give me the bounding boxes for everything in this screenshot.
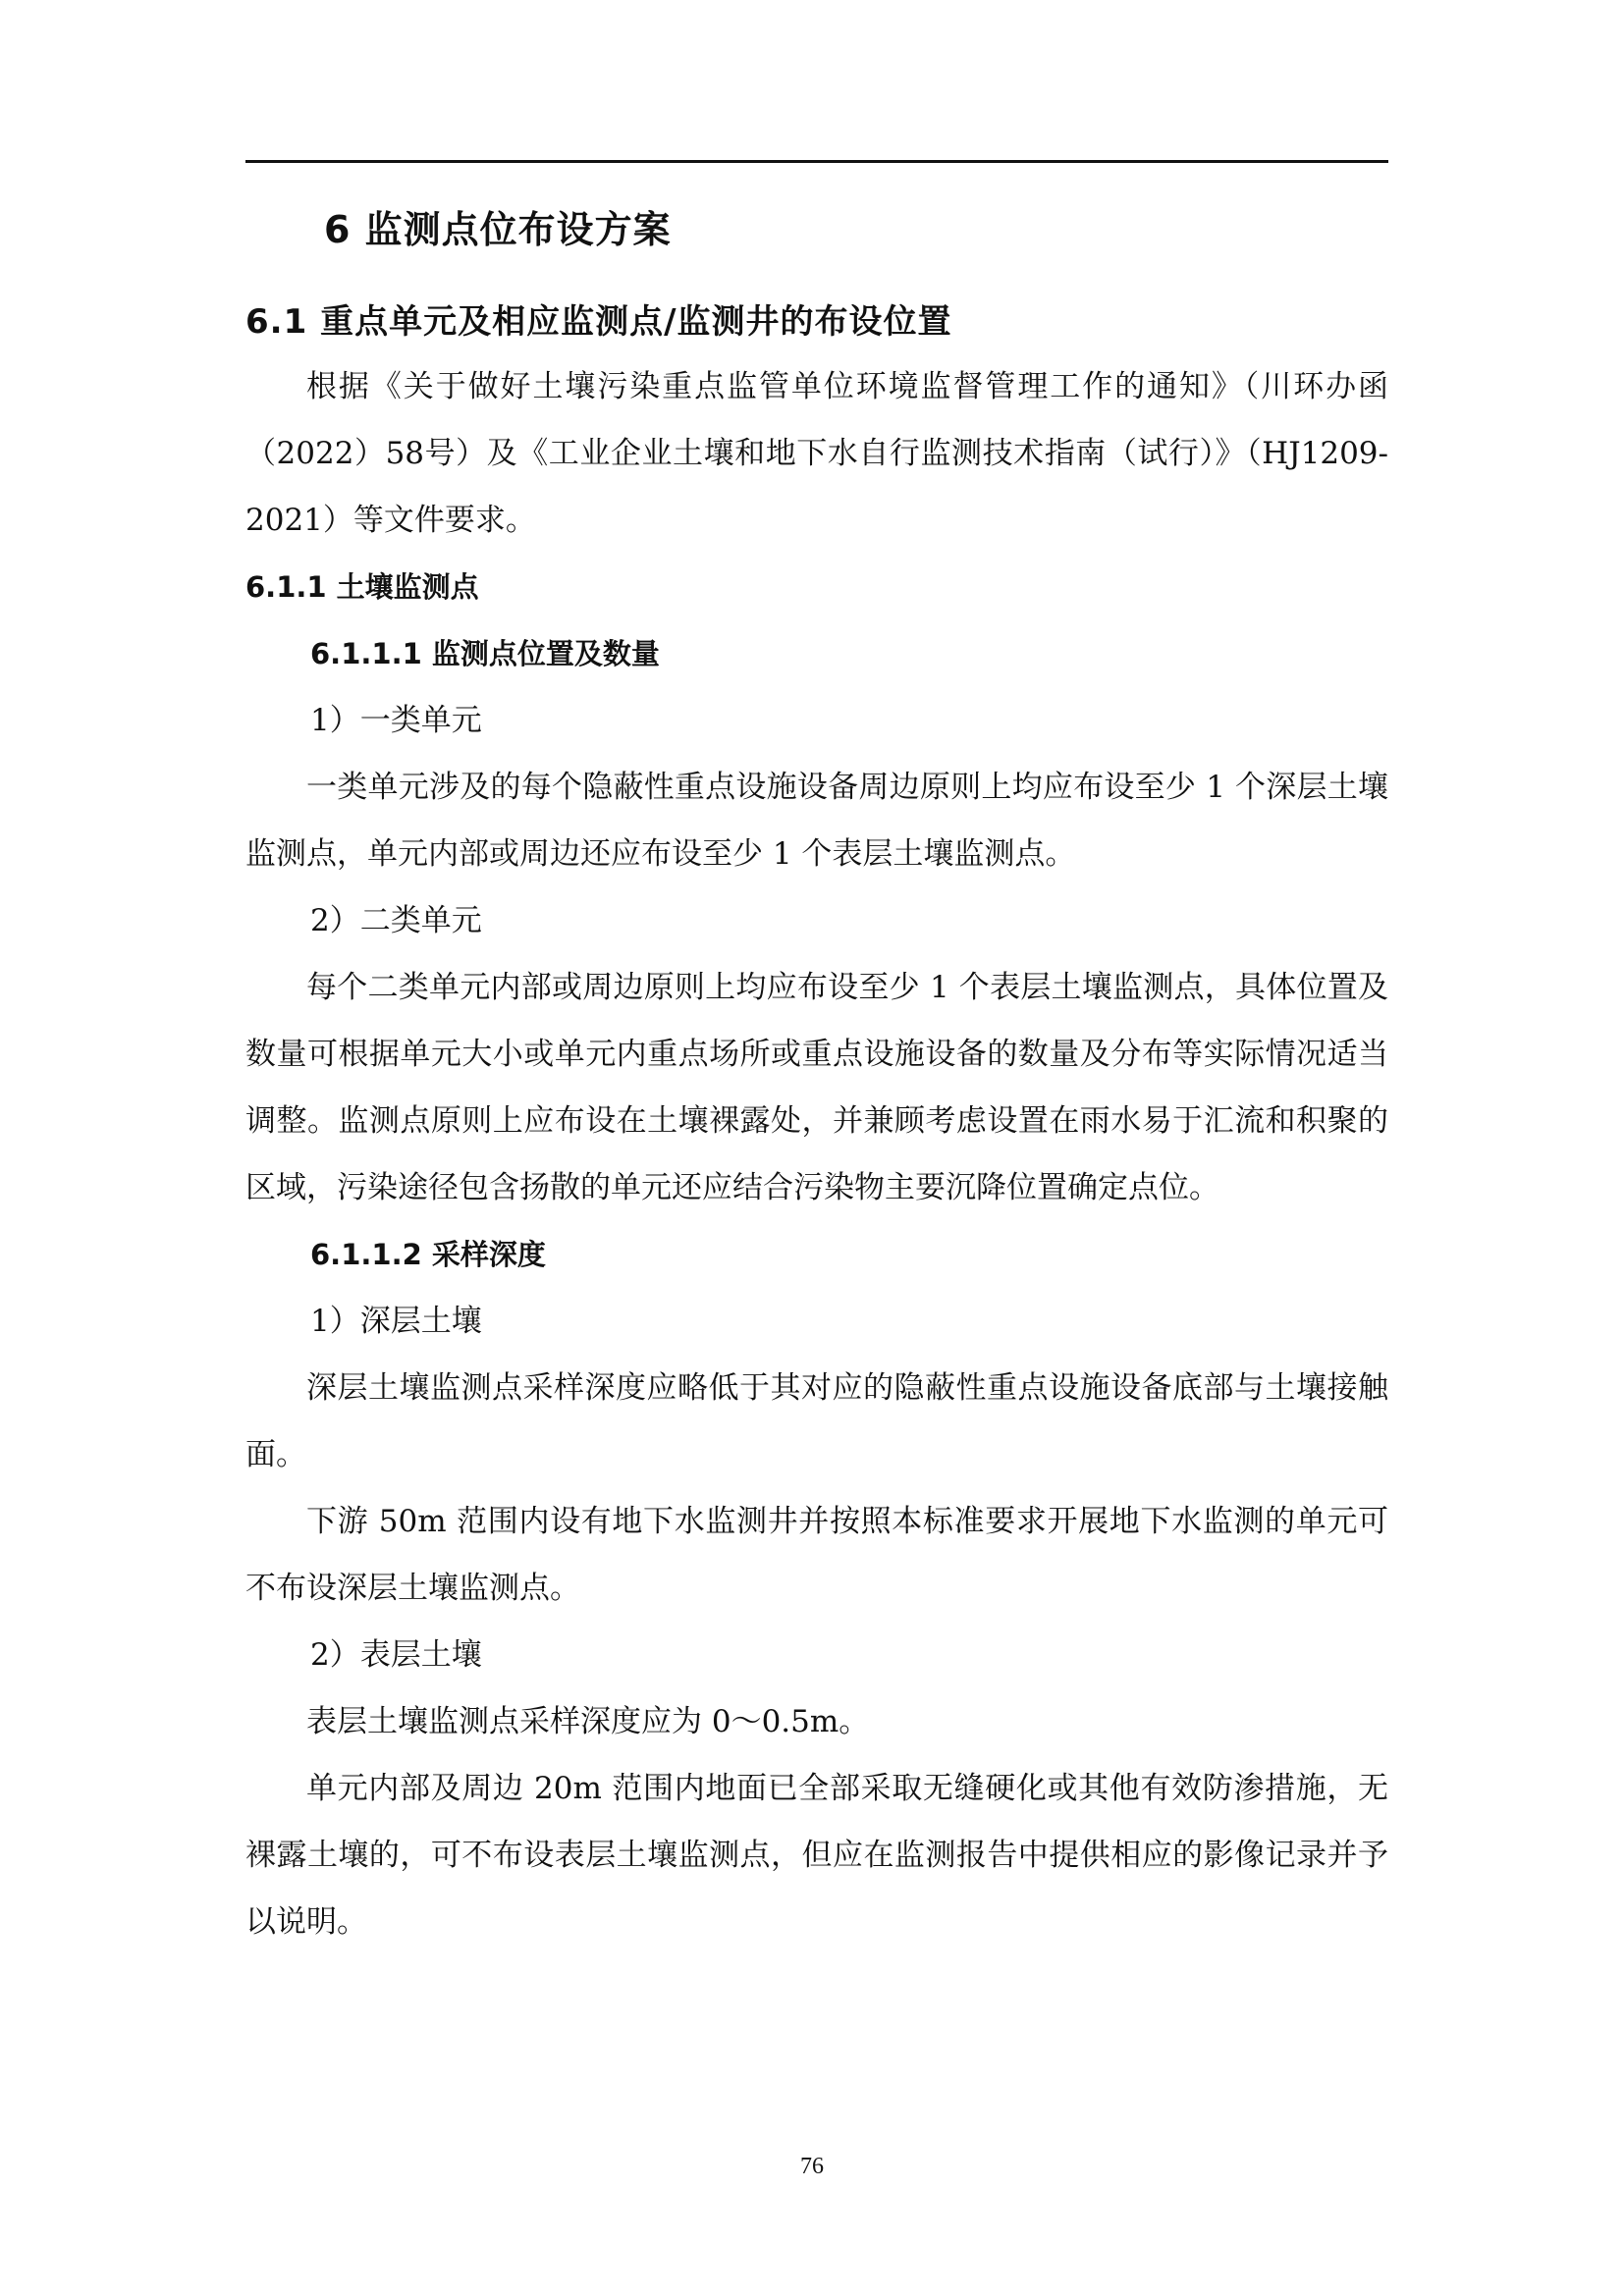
section-6-1-1-2-title: 6.1.1.2 采样深度 xyxy=(310,1238,546,1271)
item-class-two-label: 2）二类单元 xyxy=(310,903,482,938)
item-deep-soil-text-b: 下游 50m 范围内设有地下水监测井并按照本标准要求开展地下水监测的单元可不布设深层土壤监测点。 xyxy=(245,1504,1388,1606)
section-6-1-title: 6.1 重点单元及相应监测点/监测井的布设位置 xyxy=(245,302,952,342)
item-deep-soil-text-a: 深层土壤监测点采样深度应略低于其对应的隐蔽性重点设施设备底部与土壤接触面。 xyxy=(245,1370,1388,1472)
item-class-one-text: 一类单元涉及的每个隐蔽性重点设施设备周边原则上均应布设至少 1 个深层土壤监测点，单元内部或周边还应布设至少 1 个表层土壤监测点。 xyxy=(245,770,1388,872)
item-class-two-text: 每个二类单元内部或周边原则上均应布设至少 1 个表层土壤监测点，具体位置及数量可根据单元大小或单元内重点场所或重点设施设备的数量及分布等实际情况适当调整。监测点原则上应布设在土壤裸露处，并兼顾考虑设置在雨水易于汇流和积聚的区域，污染途径包含扬散的单元还应结合污染物主要沉降位置确定点位。 xyxy=(245,970,1388,1205)
section-6-1-intro: 根据《关于做好土壤污染重点监管单位环境监督管理工作的通知》（川环办函（2022）58号）及《工业企业土壤和地下水自行监测技术指南（试行）》（HJ1209-2021）等文件要求。 xyxy=(245,369,1388,538)
page-content xyxy=(245,187,1388,1955)
item-deep-soil-label: 1）深层土壤 xyxy=(310,1304,482,1339)
page-number: 76 xyxy=(800,2154,824,2179)
header-rule xyxy=(245,160,1388,163)
item-surface-soil-text-b: 单元内部及周边 20m 范围内地面已全部采取无缝硬化或其他有效防渗措施，无裸露土壤的，可不布设表层土壤监测点，但应在监测报告中提供相应的影像记录并予以说明。 xyxy=(245,1771,1388,1940)
section-6-1-1-title: 6.1.1 土壤监测点 xyxy=(245,570,479,604)
item-surface-soil-label: 2）表层土壤 xyxy=(310,1637,482,1673)
item-surface-soil-text-a: 表层土壤监测点采样深度应为 0～0.5m。 xyxy=(306,1704,870,1739)
section-6-1-1-1-title: 6.1.1.1 监测点位置及数量 xyxy=(310,637,660,670)
chapter-title: 6 监测点位布设方案 xyxy=(324,208,672,251)
item-class-one-label: 1）一类单元 xyxy=(310,703,482,738)
